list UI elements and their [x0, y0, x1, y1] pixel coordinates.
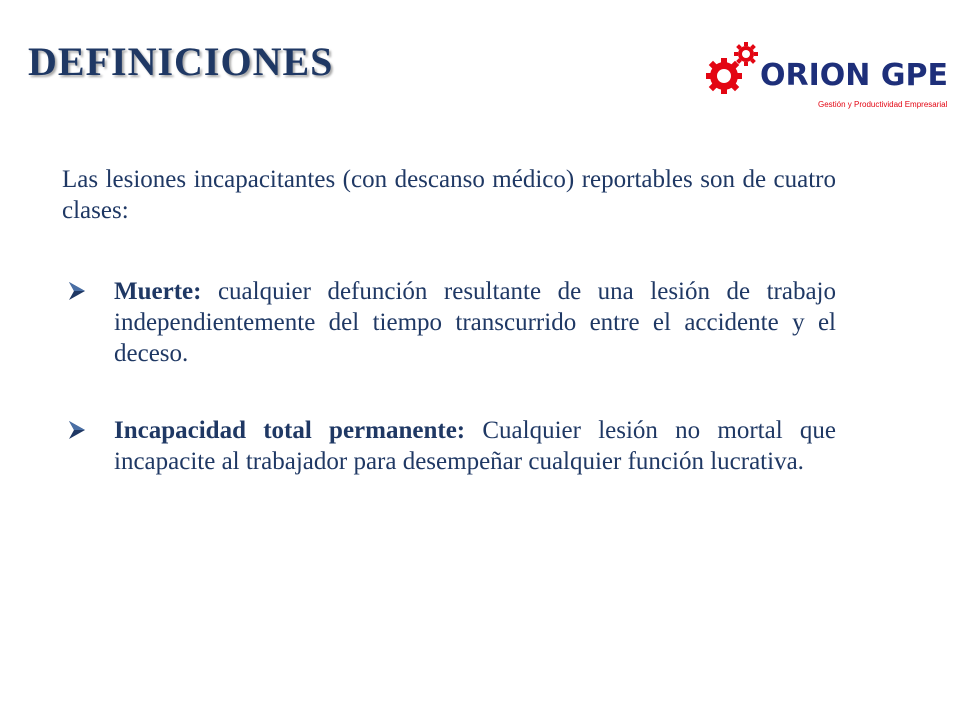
slide-body — [62, 164, 836, 477]
definitions-list — [62, 276, 836, 477]
orion-gpe-logo — [700, 38, 950, 118]
arrow-bullet-icon — [66, 280, 88, 302]
logo-name-orion: ORION — [760, 58, 871, 93]
definition-term: Muerte: — [114, 278, 202, 305]
slide-title: DEFINICIONES — [28, 39, 334, 84]
logo-tagline: Gestión y Productividad Empresarial — [818, 100, 948, 109]
definition-term: Incapacidad total permanente: — [114, 417, 466, 444]
list-item — [62, 276, 836, 369]
definition-text: cualquier defunción resultante de una lesión de trabajo independientemente del tiempo transcurrido entre el accidente y el deceso. — [114, 278, 836, 367]
gears-icon — [700, 38, 764, 102]
logo-name-gpe: GPE — [880, 58, 948, 93]
definition-text: Cualquier lesión no mortal que incapacite al trabajador para desempeñar cualquier función lucrativa. — [114, 417, 837, 475]
intro-paragraph: Las lesiones incapacitantes (con descanso médico) reportables son de cuatro clases: — [62, 166, 836, 224]
logo-wordmark — [760, 58, 948, 93]
list-item — [62, 415, 836, 477]
arrow-bullet-icon — [66, 419, 88, 441]
